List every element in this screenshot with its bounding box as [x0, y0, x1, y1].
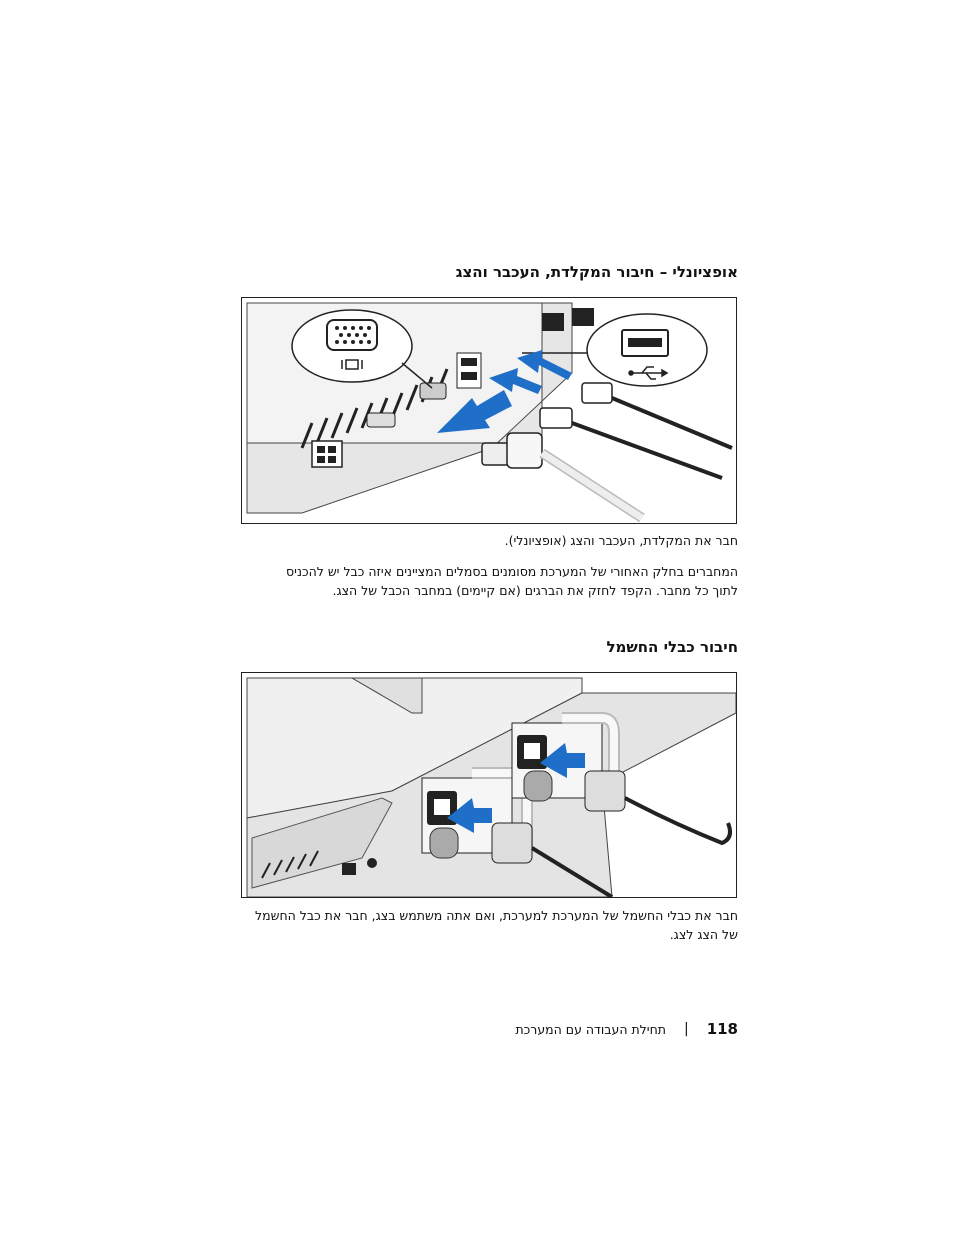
status-led — [367, 858, 377, 868]
network-port-1 — [542, 313, 564, 331]
serial-port — [367, 413, 395, 427]
footer-chapter-title: תחילת העבודה עם המערכת — [515, 1021, 666, 1037]
power-cord-2 — [625, 798, 730, 843]
figure1-illustration — [242, 298, 736, 523]
power-plug-1 — [492, 823, 532, 863]
network-port — [342, 863, 356, 875]
section2-paragraph — [238, 906, 738, 944]
page-number: 118 — [706, 1020, 738, 1038]
figure2-illustration — [242, 673, 736, 897]
footer-separator: | — [683, 1021, 689, 1037]
vga-connector-icon — [327, 320, 377, 350]
cable-clamp-1 — [430, 828, 458, 858]
mouse-cable — [582, 383, 732, 448]
figure-keyboard-mouse-monitor — [241, 297, 737, 524]
network-port-2 — [572, 308, 594, 326]
cable-clamp-2 — [524, 771, 552, 801]
vga-cable — [482, 433, 642, 518]
figure1-caption: חבר את המקלדת, העכבר והצג (אופציונלי). — [504, 533, 738, 548]
section2-paragraph-line1: חבר את כבלי החשמל של המערכת למערכת, ואם אתה משתמש בצג, חבר את כבל החשמל — [255, 908, 738, 923]
section2-paragraph-line2: של הצג לצג. — [669, 927, 738, 942]
section1-heading: אופציונלי – חיבור המקלדת, העכבר והצג — [455, 263, 738, 281]
power-block — [312, 441, 342, 467]
page-footer — [515, 1020, 738, 1038]
vga-port-chassis — [420, 383, 446, 399]
section2-heading: חיבור כבלי החשמל — [606, 638, 738, 656]
section1-paragraph-line2: לתוך כל מחבר. הקפד לחזק את הברגים (אם קיימים) במחבר הכבל של הצג. — [332, 583, 738, 598]
power-plug-2 — [585, 771, 625, 811]
section1-paragraph — [238, 562, 738, 600]
figure-power-cables — [241, 672, 737, 898]
section1-paragraph-line1: המחברים בחלק האחורי של המערכת מסומנים בסמלים המציינים איזה כבל יש להכניס — [286, 564, 738, 579]
